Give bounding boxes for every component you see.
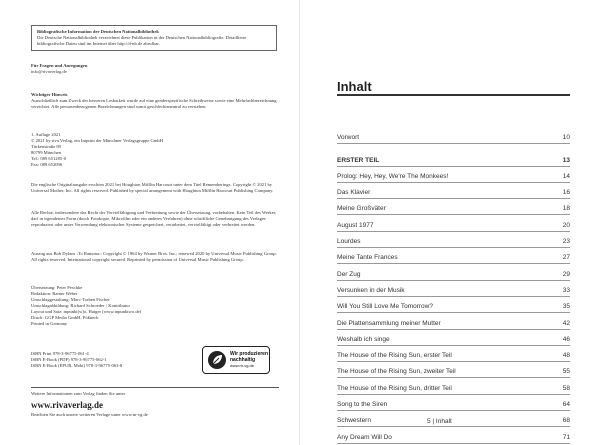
imprint-line: Türkenstraße 89 [31, 144, 61, 149]
isbn-line: ISBN E-Book (PDF) 978-3-96775-062-1 [31, 357, 107, 362]
credit-line: Printed in Germany [31, 321, 68, 326]
song-quote-text: Auszug aus Bob Dylans ›To Ramona‹: Copyright © 1964 by Warner Bros. Inc.; renewed 2020 by Universal Music Publishing Group. All rights reserved. International copyright secured. Reprinted by permission of Universal Music Publishing Group. [31, 251, 277, 262]
toc-entry[interactable]: Schwestern 68 [337, 411, 570, 427]
note-title: Wichtiger Hinweis [31, 92, 68, 97]
page-title: Inhalt [337, 79, 372, 94]
isbn-line: ISBN E-Book (EPUB, Mobi) 978-3-96775-063-8 [31, 363, 123, 368]
credit-line: Layout und Satz: inpunkt[w]o, Haiger (www.inpunktwo.de) [31, 309, 142, 314]
toc-entry[interactable]: Vorwort 10 [337, 128, 570, 144]
toc-entry[interactable]: Meine Großväter 18 [337, 199, 570, 215]
imprint-block [31, 132, 279, 168]
other-publishers-text: Beachten Sie auch unsere weiteren Verlage unter www.m-vg.de [31, 412, 148, 417]
credit-line: Umschlaggestaltung: Marc-Torben Fischer [31, 297, 110, 302]
contact-title: Für Fragen und Anregungen [31, 63, 88, 68]
note-body: Ausschließlich zum Zweck der besseren Lesbarkeit wurde auf eine genderspezifische Schreibweise sowie eine Mehrfachbezeichnung verzichtet. Alle personenbezogenen Bezeichnungen sind somit geschlechtsneutral zu verstehen. [31, 98, 277, 109]
toc-entry[interactable]: The House of the Rising Sun, erster Teil 48 [337, 346, 570, 362]
toc-entry[interactable]: Prolog: Hey, Hey, We're The Monkees! 14 [337, 167, 570, 183]
publisher-info-box [31, 387, 279, 418]
logo-line-1: Wir produzieren [230, 351, 269, 357]
right-page [300, 0, 600, 445]
toc-entry[interactable]: Der Zug 29 [337, 264, 570, 280]
more-info-text: Weitere Informationen zum Verlag finden Sie unter [31, 391, 126, 396]
toc-entry[interactable]: Die Plattensammlung meiner Mutter 42 [337, 313, 570, 329]
website-link[interactable]: www.rivaverlag.de [31, 400, 103, 410]
imprint-line: Fax: 089 652096 [31, 162, 63, 167]
credits-block [31, 285, 279, 327]
contact-email: info@rivaverlag.de [31, 69, 67, 74]
biblio-title: Bibliografische Information der Deutschen Nationalbibliothek [37, 29, 159, 34]
toc-entry[interactable]: Lourdes 23 [337, 232, 570, 248]
biblio-body: Die Deutsche Nationalbibliothek verzeichnet diese Publikation in der Deutschen Nationalbibliografie. Detaillierte bibliografische Daten sind im Internet über http://d-nb.de abrufbar. [37, 35, 247, 46]
toc-entry[interactable]: Versunken in der Musik 33 [337, 281, 570, 297]
imprint-line: 1. Auflage 2021 [31, 132, 61, 137]
leaf-icon [207, 350, 227, 370]
original-edition-text: Die englische Originalausgabe erschien 2021 bei Houghton Mifflin Harcourt unter dem Titel Rememberings. Copyright © 2021 by Universal Mother, Inc. All rights reserved. Published by special arrangement with Houghton Mifflin Harcourt Publishing Company. [31, 182, 274, 193]
contact-block [31, 63, 279, 75]
rights-text: Alle Rechte, insbesondere das Recht der Vervielfältigung und Verbreitung sowie der Übersetzung, vorbehalten. Kein Teil des Werkes darf in irgendeiner Form (durch Fotokopie, Mikrofilm oder ein anderes Verfahren) ohne schriftliche Genehmigung des Verlages reproduziert oder unter Verwendung elektronischer Systeme gespeichert, verarbeitet, vervielfältigt oder verbreitet werden. [31, 210, 276, 227]
imprint-line: Tel.: 089 651285-0 [31, 156, 67, 161]
toc-entry[interactable]: The House of the Rising Sun, dritter Teil 58 [337, 378, 570, 394]
imprint-line: © 2021 by riva Verlag, ein Imprint der Münchner Verlagsgruppe GmbH [31, 138, 164, 143]
credit-line: Redaktion: Rainer Weber [31, 291, 78, 296]
toc-entry[interactable]: Weshalb ich singe 46 [337, 330, 570, 346]
toc-entry[interactable]: Any Dream Will Do 71 [337, 427, 570, 443]
credit-line: Druck: GGP Media GmbH, Pößneck [31, 315, 99, 320]
title-rule [337, 94, 570, 96]
page-footer: 5 | Inhalt [427, 418, 452, 425]
sustainability-logo [202, 346, 270, 374]
toc-entry[interactable]: Das Klavier 16 [337, 183, 570, 199]
logo-line-2: nachhaltig [230, 357, 256, 363]
toc-entry[interactable]: Song to the Siren 64 [337, 395, 570, 411]
isbn-line: ISBN Print 978-3-96775-061-4 [31, 351, 89, 356]
toc-entry[interactable]: August 1977 20 [337, 215, 570, 231]
note-block [31, 92, 279, 110]
toc-entry[interactable]: Will You Still Love Me Tomorrow? 35 [337, 297, 570, 313]
table-of-contents [337, 128, 570, 444]
toc-section[interactable]: ERSTER TEIL 13 [337, 150, 570, 166]
bibliographic-info-box [31, 25, 277, 51]
imprint-line: 80799 München [31, 150, 61, 155]
logo-url: www.m-vg.de [230, 363, 255, 368]
credit-line: Umschlagabbildung: Richard Schroeder / Kontributor [31, 303, 130, 308]
toc-entry[interactable]: Meine Tante Frances 27 [337, 248, 570, 264]
toc-entry[interactable]: The House of the Rising Sun, zweiter Teil 55 [337, 362, 570, 378]
credit-line: Übersetzung: Peter Peschke [31, 285, 83, 290]
